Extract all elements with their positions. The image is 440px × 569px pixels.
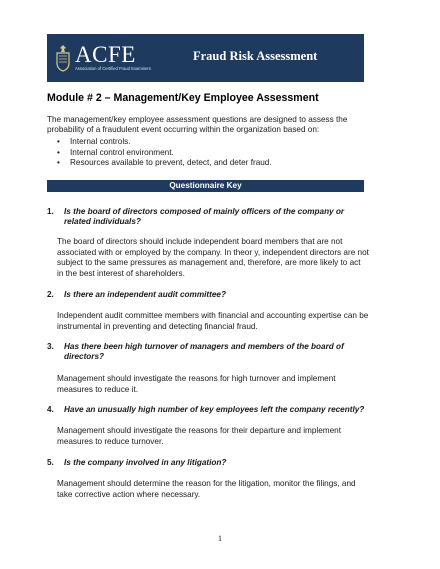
question-number: 4. xyxy=(47,405,54,414)
module-title: Module # 2 – Management/Key Employee Assessment xyxy=(47,92,319,104)
question-4 xyxy=(47,405,367,415)
logo-subtitle: Association of Certified Fraud Examiners xyxy=(75,66,151,71)
question-text: Is the board of directors composed of mainly officers of the company or related individuals? xyxy=(64,207,345,227)
intro-paragraph: The management/key employee assessment questions are designed to assess the probability of a fraudulent event occurring within the organization based on: xyxy=(47,115,348,135)
question-number: 2. xyxy=(47,290,54,299)
answer-3: Management should investigate the reasons for high turnover and implement measures to reduce it. xyxy=(57,374,336,394)
bullet-text: Internal controls. xyxy=(70,137,131,146)
header-banner xyxy=(47,34,364,82)
bullet-item xyxy=(57,158,272,169)
question-2 xyxy=(47,290,367,300)
answer-4: Management should investigate the reasons for their departure and implement measures to reduce turnover. xyxy=(57,426,341,446)
bullet-list xyxy=(57,137,272,169)
bullet-icon: • xyxy=(57,137,60,146)
bullet-text: Internal control environment. xyxy=(70,147,174,157)
logo-text: ACFE xyxy=(75,42,136,67)
question-5 xyxy=(47,458,367,468)
questionnaire-key-header: Questionnaire Key xyxy=(47,180,364,192)
bullet-item xyxy=(57,148,272,159)
question-number: 3. xyxy=(47,342,54,351)
document-title: Fraud Risk Assessment xyxy=(193,49,318,63)
answer-1: The board of directors should include independent board members that are not associated with or employed by the company. In theor y, independent directors are not subject to the same pressures as management and, therefore, are more likely to act in the best interest of shareholders. xyxy=(57,237,369,278)
answer-2: Independent audit committee members with financial and accounting expertise can be instrumental in preventing and detecting financial fraud. xyxy=(57,311,369,331)
bullet-item xyxy=(57,137,272,148)
acfe-logo xyxy=(53,43,151,73)
question-text: Have an unusually high number of key employees left the company recently? xyxy=(64,405,365,414)
bullet-icon: • xyxy=(57,147,60,157)
answer-5: Management should determine the reason for the litigation, monitor the filings, and take corrective action where necessary. xyxy=(57,479,356,499)
question-text: Is the company involved in any litigation? xyxy=(64,458,227,467)
bullet-icon: • xyxy=(57,158,60,168)
question-1 xyxy=(47,207,367,228)
question-number: 1. xyxy=(47,207,54,216)
question-text: Has there been high turnover of managers and members of the board of directors? xyxy=(64,342,344,362)
seal-icon xyxy=(53,43,73,73)
question-text: Is there an independent audit committee? xyxy=(64,290,226,299)
question-number: 5. xyxy=(47,458,54,467)
bullet-text: Resources available to prevent, detect, and deter fraud. xyxy=(70,158,272,168)
page-number: 1 xyxy=(217,533,223,543)
question-3 xyxy=(47,342,367,363)
